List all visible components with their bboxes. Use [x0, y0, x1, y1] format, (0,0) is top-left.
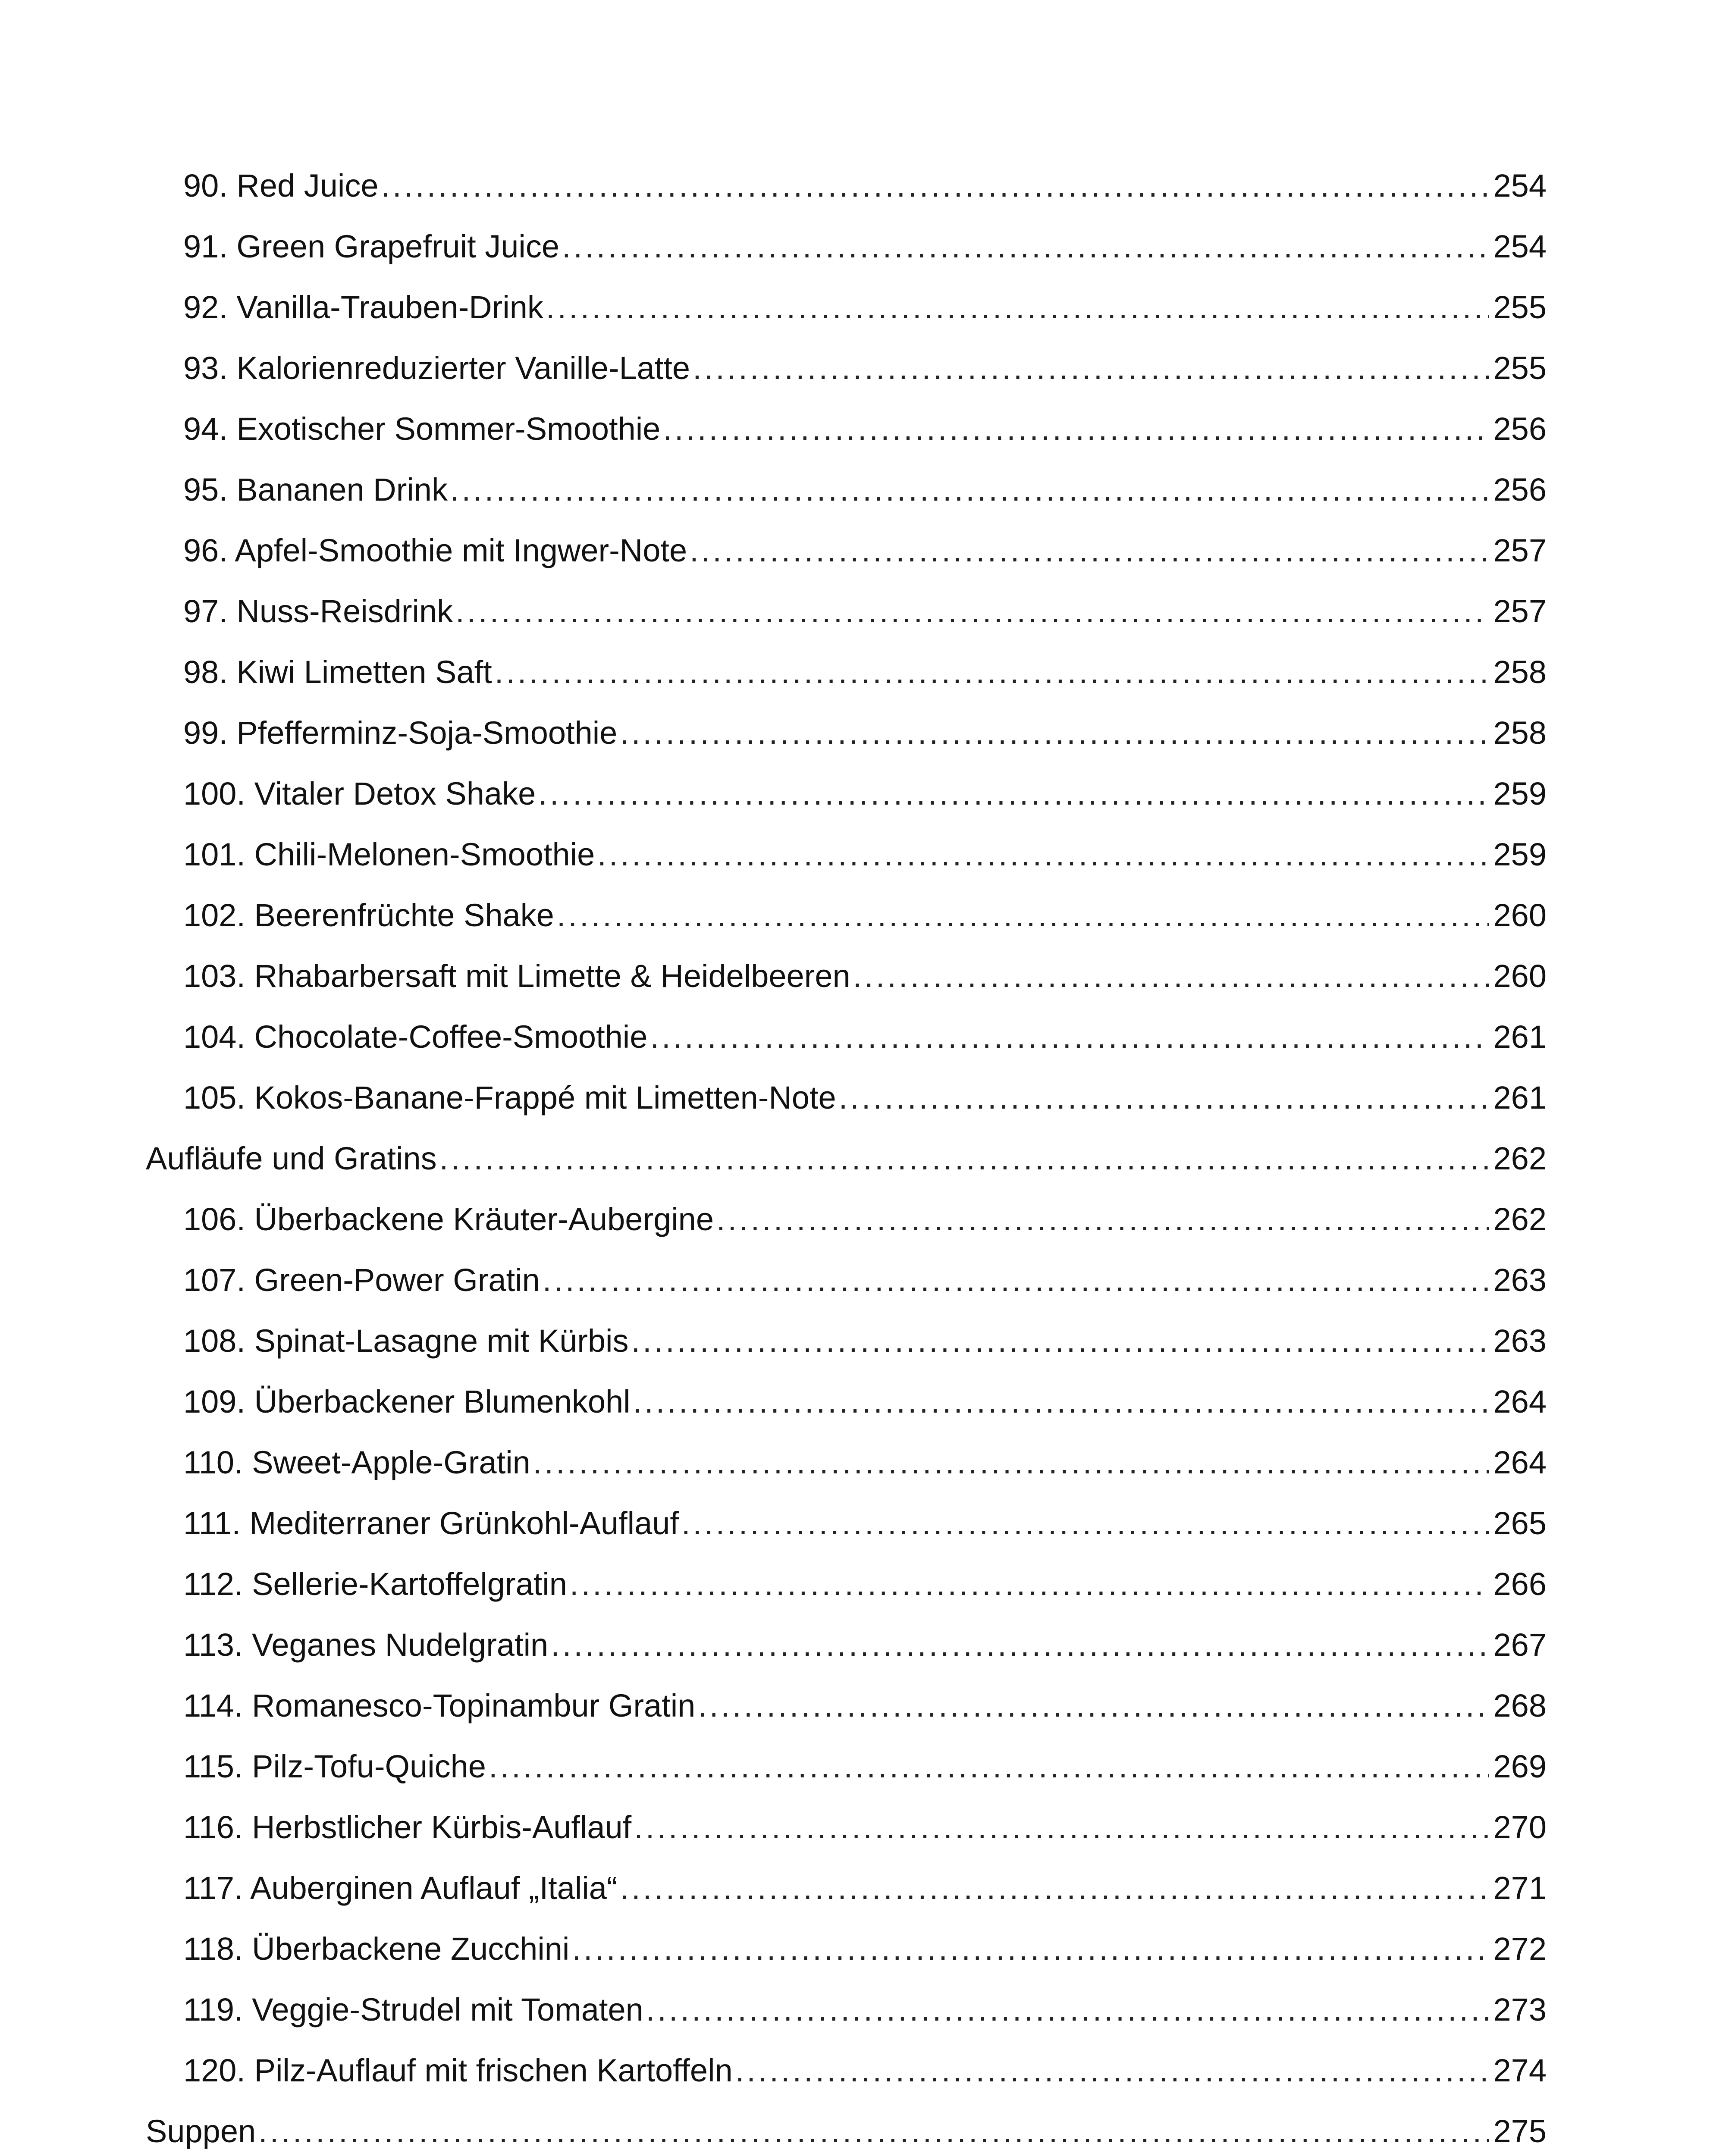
dot-leader	[620, 1868, 1489, 1909]
dot-leader	[538, 773, 1489, 815]
dot-leader	[634, 1807, 1489, 1848]
toc-leader-row	[183, 591, 1547, 632]
dot-leader	[546, 287, 1489, 328]
toc-page-number: 261	[1493, 1019, 1547, 1055]
toc-leader-row	[183, 773, 1547, 815]
toc-entry	[0, 1426, 1732, 1486]
toc-entry	[0, 1790, 1732, 1851]
toc-entry-title: 119. Veggie-Strudel mit Tomaten	[183, 1992, 643, 2028]
toc-entry	[0, 1486, 1732, 1547]
toc-page-number: 259	[1493, 837, 1547, 872]
dot-leader	[839, 1077, 1489, 1119]
toc-page-number: 262	[1493, 1141, 1547, 1176]
toc-page-number: 256	[1493, 411, 1547, 447]
toc-leader-row	[183, 1077, 1547, 1119]
toc-entry	[0, 878, 1732, 939]
toc-section-heading	[0, 2094, 1732, 2155]
toc-leader-row	[183, 652, 1547, 693]
toc-entry-title: 91. Green Grapefruit Juice	[183, 229, 559, 264]
toc-entry	[0, 1912, 1732, 1973]
toc-entry-title: 90. Red Juice	[183, 168, 379, 204]
toc-entry	[0, 2034, 1732, 2094]
toc-entry	[0, 1000, 1732, 1061]
toc-entry	[0, 149, 1732, 210]
dot-leader	[650, 1016, 1489, 1058]
toc-entry-title: 103. Rhabarbersaft mit Limette & Heidelbeeren	[183, 958, 850, 994]
toc-page-number: 273	[1493, 1992, 1547, 2028]
toc-leader-row	[183, 1442, 1547, 1483]
dot-leader	[631, 1320, 1489, 1362]
toc-leader-row	[183, 1381, 1547, 1423]
toc-leader-row	[183, 956, 1547, 997]
toc-entry-title: 111. Mediterraner Grünkohl-Auflauf	[183, 1505, 679, 1541]
toc-entry	[0, 818, 1732, 878]
toc-page-number: 267	[1493, 1627, 1547, 1663]
table-of-contents	[0, 149, 1732, 2156]
dot-leader	[543, 1260, 1489, 1301]
toc-leader-row	[183, 226, 1547, 267]
toc-entry	[0, 514, 1732, 574]
toc-entry-title: 112. Sellerie-Kartoffelgratin	[183, 1566, 567, 1602]
toc-page-number: 265	[1493, 1505, 1547, 1541]
toc-page-number: 255	[1493, 289, 1547, 325]
dot-leader	[450, 469, 1489, 511]
toc-entry	[0, 574, 1732, 635]
toc-page-number: 254	[1493, 168, 1547, 204]
dot-leader	[572, 1928, 1489, 1970]
dot-leader	[489, 1746, 1489, 1787]
toc-leader-row	[183, 1564, 1547, 1605]
toc-page-number: 270	[1493, 1809, 1547, 1845]
toc-page-number: 269	[1493, 1749, 1547, 1784]
toc-entry	[0, 1973, 1732, 2034]
dot-leader	[258, 2111, 1489, 2152]
toc-entry-title: 102. Beerenfrüchte Shake	[183, 897, 554, 933]
toc-entry	[0, 635, 1732, 696]
toc-entry-title: 118. Überbackene Zucchini	[183, 1931, 570, 1967]
dot-leader	[597, 834, 1489, 875]
toc-leader-row	[183, 712, 1547, 754]
toc-leader-row	[183, 1807, 1547, 1848]
toc-page-number: 259	[1493, 776, 1547, 812]
toc-page-number: 271	[1493, 1870, 1547, 1906]
toc-leader-row	[183, 1928, 1547, 1970]
toc-entry-title: 110. Sweet-Apple-Gratin	[183, 1445, 530, 1480]
toc-entry-title: 120. Pilz-Auflauf mit frischen Kartoffeln	[183, 2053, 733, 2088]
dot-leader	[533, 1442, 1489, 1483]
toc-leader-row	[183, 348, 1547, 389]
toc-leader-row	[183, 2050, 1547, 2091]
toc-leader-row	[183, 834, 1547, 875]
toc-entry-title: Aufläufe und Gratins	[146, 1141, 437, 1176]
dot-leader	[690, 530, 1489, 571]
toc-entry-title: 115. Pilz-Tofu-Quiche	[183, 1749, 486, 1784]
dot-leader	[455, 591, 1489, 632]
toc-page-number: 261	[1493, 1080, 1547, 1116]
dot-leader	[381, 165, 1489, 207]
toc-page-number: 257	[1493, 533, 1547, 568]
toc-entry	[0, 1243, 1732, 1304]
toc-page-number: 274	[1493, 2053, 1547, 2088]
toc-leader-row	[183, 1989, 1547, 2031]
toc-leader-row	[183, 1503, 1547, 1544]
toc-page-number: 256	[1493, 472, 1547, 508]
dot-leader	[570, 1564, 1489, 1605]
toc-entry	[0, 453, 1732, 514]
toc-entry-title: 98. Kiwi Limetten Saft	[183, 654, 492, 690]
toc-entry	[0, 1304, 1732, 1365]
toc-entry	[0, 1547, 1732, 1608]
toc-leader-row	[183, 1868, 1547, 1909]
toc-leader-row	[183, 1016, 1547, 1058]
toc-entry	[0, 1061, 1732, 1122]
dot-leader	[439, 1138, 1489, 1179]
dot-leader	[562, 226, 1489, 267]
toc-page-number: 254	[1493, 229, 1547, 264]
dot-leader	[495, 652, 1489, 693]
toc-page-number: 266	[1493, 1566, 1547, 1602]
toc-entry-title: 109. Überbackener Blumenkohl	[183, 1384, 631, 1420]
dot-leader	[853, 956, 1489, 997]
toc-entry-title: 97. Nuss-Reisdrink	[183, 593, 453, 629]
dot-leader	[551, 1624, 1489, 1666]
toc-leader-row	[146, 1138, 1547, 1179]
toc-page-number: 257	[1493, 593, 1547, 629]
toc-page-number: 263	[1493, 1323, 1547, 1359]
toc-entry	[0, 696, 1732, 757]
toc-entry-title: 105. Kokos-Banane-Frappé mit Limetten-Note	[183, 1080, 836, 1116]
toc-entry-title: 94. Exotischer Sommer-Smoothie	[183, 411, 661, 447]
toc-page-number: 255	[1493, 350, 1547, 386]
toc-leader-row	[146, 2111, 1547, 2152]
dot-leader	[681, 1503, 1489, 1544]
toc-page-number: 260	[1493, 897, 1547, 933]
dot-leader	[646, 1989, 1489, 2031]
toc-entry-title: 101. Chili-Melonen-Smoothie	[183, 837, 595, 872]
toc-entry-title: 107. Green-Power Gratin	[183, 1262, 540, 1298]
dot-leader	[557, 895, 1489, 936]
dot-leader	[633, 1381, 1489, 1423]
toc-leader-row	[183, 469, 1547, 511]
toc-entry	[0, 270, 1732, 331]
toc-leader-row	[183, 1199, 1547, 1240]
toc-entry-title: 108. Spinat-Lasagne mit Kürbis	[183, 1323, 629, 1359]
toc-entry-title: Suppen	[146, 2113, 256, 2149]
toc-leader-row	[183, 1320, 1547, 1362]
toc-entry-title: 93. Kalorienreduzierter Vanille-Latte	[183, 350, 690, 386]
toc-entry	[0, 1608, 1732, 1669]
toc-entry	[0, 392, 1732, 453]
toc-page-number: 272	[1493, 1931, 1547, 1967]
toc-page-number: 263	[1493, 1262, 1547, 1298]
dot-leader	[698, 1685, 1489, 1727]
toc-leader-row	[183, 165, 1547, 207]
toc-entry-title: 104. Chocolate-Coffee-Smoothie	[183, 1019, 648, 1055]
toc-leader-row	[183, 408, 1547, 450]
toc-entry-title: 113. Veganes Nudelgratin	[183, 1627, 549, 1663]
toc-page-number: 264	[1493, 1445, 1547, 1480]
toc-entry	[0, 757, 1732, 818]
dot-leader	[735, 2050, 1489, 2091]
toc-entry	[0, 1182, 1732, 1243]
toc-page-number: 268	[1493, 1688, 1547, 1724]
dot-leader	[693, 348, 1489, 389]
toc-page-number: 262	[1493, 1201, 1547, 1237]
toc-section-heading	[0, 1122, 1732, 1182]
toc-entry-title: 99. Pfefferminz-Soja-Smoothie	[183, 715, 618, 751]
toc-entry	[0, 1730, 1732, 1790]
toc-leader-row	[183, 1685, 1547, 1727]
toc-leader-row	[183, 530, 1547, 571]
toc-page-number: 275	[1493, 2113, 1547, 2149]
toc-entry-title: 92. Vanilla-Trauben-Drink	[183, 289, 543, 325]
toc-entry-title: 96. Apfel-Smoothie mit Ingwer-Note	[183, 533, 687, 568]
dot-leader	[663, 408, 1489, 450]
toc-page-number: 258	[1493, 654, 1547, 690]
toc-leader-row	[183, 1260, 1547, 1301]
toc-entry-title: 106. Überbackene Kräuter-Aubergine	[183, 1201, 714, 1237]
toc-entry	[0, 1669, 1732, 1730]
toc-page-number: 260	[1493, 958, 1547, 994]
toc-page-number: 264	[1493, 1384, 1547, 1420]
toc-entry-title: 116. Herbstlicher Kürbis-Auflauf	[183, 1809, 632, 1845]
dot-leader	[620, 712, 1489, 754]
toc-entry	[0, 1365, 1732, 1426]
toc-entry	[0, 210, 1732, 270]
toc-leader-row	[183, 1746, 1547, 1787]
toc-leader-row	[183, 287, 1547, 328]
toc-entry-title: 95. Bananen Drink	[183, 472, 448, 508]
toc-leader-row	[183, 1624, 1547, 1666]
dot-leader	[716, 1199, 1489, 1240]
toc-page-number: 258	[1493, 715, 1547, 751]
toc-entry	[0, 939, 1732, 1000]
toc-leader-row	[183, 895, 1547, 936]
toc-entry-title: 114. Romanesco-Topinambur Gratin	[183, 1688, 696, 1724]
toc-entry-title: 117. Auberginen Auflauf „Italia“	[183, 1870, 618, 1906]
toc-entry-title: 100. Vitaler Detox Shake	[183, 776, 536, 812]
toc-entry	[0, 331, 1732, 392]
toc-entry	[0, 1851, 1732, 1912]
